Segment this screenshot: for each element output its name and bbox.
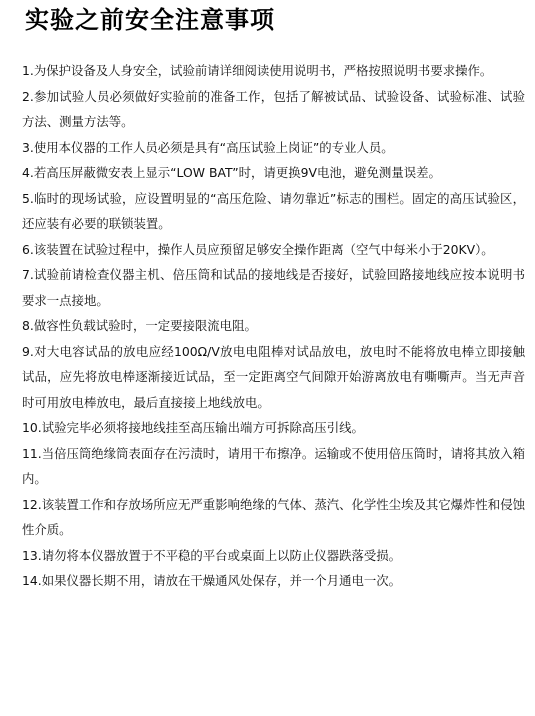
- list-item: 5.临时的现场试验，应设置明显的“高压危险、请勿靠近”标志的围栏。固定的高压试验区，还应装有必要的联锁装置。: [22, 190, 525, 231]
- list-item: 2.参加试验人员必须做好实验前的准备工作，包括了解被试品、试验设备、试验标准、试验方法、测量方法等。: [22, 88, 525, 129]
- list-item: 14.如果仪器长期不用，请放在干燥通风处保存，并一个月通电一次。: [22, 573, 402, 588]
- list-item: 9.对大电容试品的放电应经100Ω/V放电电阻棒对试品放电，放电时不能将放电棒立即接触试品，应先将放电棒逐渐接近试品，至一定距离空气间隙开始游离放电有嘶嘶声。当无声音时可用放电棒放电，最后直接接上地线放电。: [22, 343, 525, 410]
- page-title: 实验之前安全注意事项: [25, 5, 275, 34]
- list-item: 6.该装置在试验过程中，操作人员应预留足够安全操作距离（空气中每米小于20KV）。: [22, 241, 494, 257]
- list-item: 11.当倍压筒绝缘筒表面存在污渍时，请用干布擦净。运输或不使用倍压筒时，请将其放入箱内。: [22, 445, 525, 486]
- list-item: 3.使用本仪器的工作人员必须是具有“高压试验上岗证”的专业人员。: [22, 139, 394, 155]
- list-item: 8.做容性负载试验时，一定要接限流电阻。: [22, 318, 257, 333]
- list-item: 4.若高压屏蔽微安表上显示“LOW BAT”时，请更换9V电池，避免测量误差。: [22, 165, 441, 180]
- safety-notes-list: [22, 58, 525, 594]
- list-item: 13.请勿将本仪器放置于不平稳的平台或桌面上以防止仪器跌落受损。: [22, 547, 402, 563]
- list-item: 7.试验前请检查仪器主机、倍压筒和试品的接地线是否接好，试验回路接地线应按本说明书要求一点接地。: [22, 267, 525, 308]
- list-item: 1.为保护设备及人身安全，试验前请详细阅读使用说明书，严格按照说明书要求操作。: [22, 63, 493, 78]
- list-item: 10.试验完毕必须将接地线挂至高压输出端方可拆除高压引线。: [22, 420, 364, 435]
- list-item: 12.该装置工作和存放场所应无严重影响绝缘的气体、蒸汽、化学性尘埃及其它爆炸性和侵蚀性介质。: [22, 496, 525, 537]
